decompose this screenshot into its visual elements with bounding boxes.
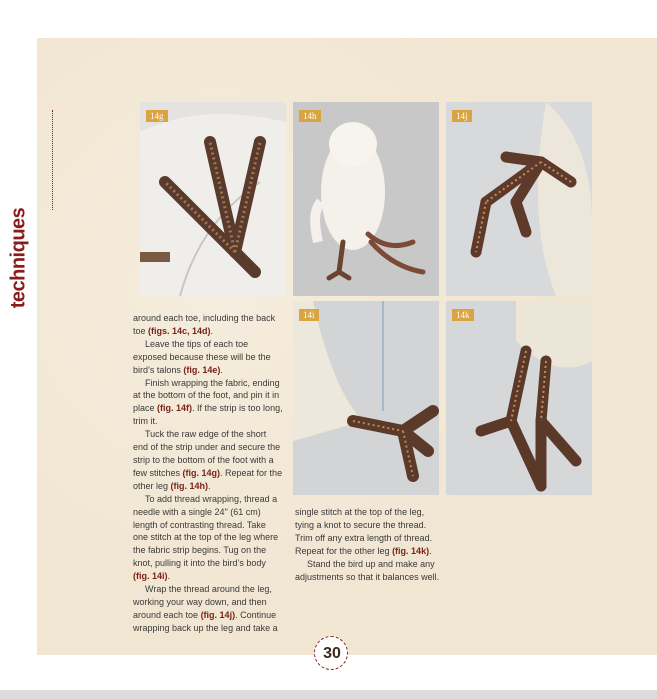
section-tab — [0, 97, 37, 309]
figure-reference: (fig. 14f) — [157, 403, 193, 414]
figure-14g — [140, 102, 286, 296]
text-run: To add thread wrapping, thread a needle with a single 24" (61 cm) length of contrasting thread. Take one stitch at the top of the leg where the fabric strip begins. Tug on the knot, pulling it into the bird’s body — [133, 493, 279, 569]
text-run: around each toe, including the back toe — [133, 313, 276, 336]
paragraph — [133, 338, 283, 377]
figure-reference: (fig. 14g) — [182, 467, 221, 478]
text-run: Finish wrapping the fabric, ending at the bottom of the foot, and pin it in place — [133, 377, 280, 414]
paragraph — [295, 506, 445, 558]
text-run: Stand the bird up and make any adjustments so that it balances well. — [295, 558, 440, 582]
paragraph — [133, 312, 283, 338]
text-run: . — [167, 571, 171, 582]
photo-wrapped-leg-close-icon — [293, 301, 439, 495]
text-run: Leave the tips of each toe exposed because these will be the bird’s talons — [133, 338, 271, 375]
section-tab-label: techniques — [7, 207, 30, 309]
photo-wrapped-bird-foot-icon — [140, 102, 286, 296]
figure-reference: (fig. 14h) — [170, 480, 209, 491]
text-run: . — [208, 480, 211, 491]
figure-reference: (fig. 14k) — [392, 545, 430, 556]
book-page — [37, 38, 657, 662]
photo-thread-wrapped-toes-icon — [446, 102, 592, 296]
text-run: . — [210, 325, 214, 336]
text-run: . Repeat for the other leg — [133, 467, 283, 491]
text-run: . — [220, 364, 223, 375]
viewer-bottom-bar — [0, 690, 657, 699]
paragraph — [295, 558, 445, 584]
figure-label: 14j — [452, 110, 472, 122]
paragraph — [133, 583, 283, 635]
body-text-right-column — [295, 506, 445, 583]
text-run: Tuck the raw edge of the short end of the strip under and secure the strip to the bottom of the foot with a few stitches — [133, 429, 281, 478]
figure-14j — [446, 102, 592, 296]
figure-label: 14i — [299, 309, 319, 321]
figure-label: 14h — [299, 110, 321, 122]
figure-reference: (fig. 14e) — [183, 364, 221, 375]
paragraph — [133, 377, 283, 429]
text-run: . Continue wrapping back up the leg and take a — [133, 609, 278, 633]
body-text-left-column — [133, 312, 283, 635]
figure-label: 14g — [146, 110, 168, 122]
text-run: . — [429, 545, 432, 556]
figure-reference: (fig. 14i) — [133, 571, 168, 582]
text-run: . If the strip is too long, trim it. — [133, 403, 283, 427]
text-run: Wrap the thread around the leg, working your way down, and then around each toe — [133, 584, 272, 620]
paragraph — [133, 493, 283, 583]
photo-fabric-bird-with-strip-icon — [293, 102, 439, 296]
figure-14h — [293, 102, 439, 296]
section-tab-divider — [52, 110, 53, 210]
figure-reference: (fig. 14j) — [200, 609, 236, 620]
page-number-badge — [314, 636, 348, 670]
figure-14k — [446, 301, 592, 495]
page-number: 30 — [323, 645, 341, 662]
text-run: single stitch at the top of the leg, tying a knot to secure the thread. Trim off any extra length of thread. Repeat for the other leg — [295, 507, 433, 556]
figure-label: 14k — [452, 309, 474, 321]
figure-14i — [293, 301, 439, 495]
figure-reference: (figs. 14c, 14d) — [148, 325, 211, 336]
photo-finished-legs-icon — [446, 301, 592, 495]
paragraph — [133, 428, 283, 493]
